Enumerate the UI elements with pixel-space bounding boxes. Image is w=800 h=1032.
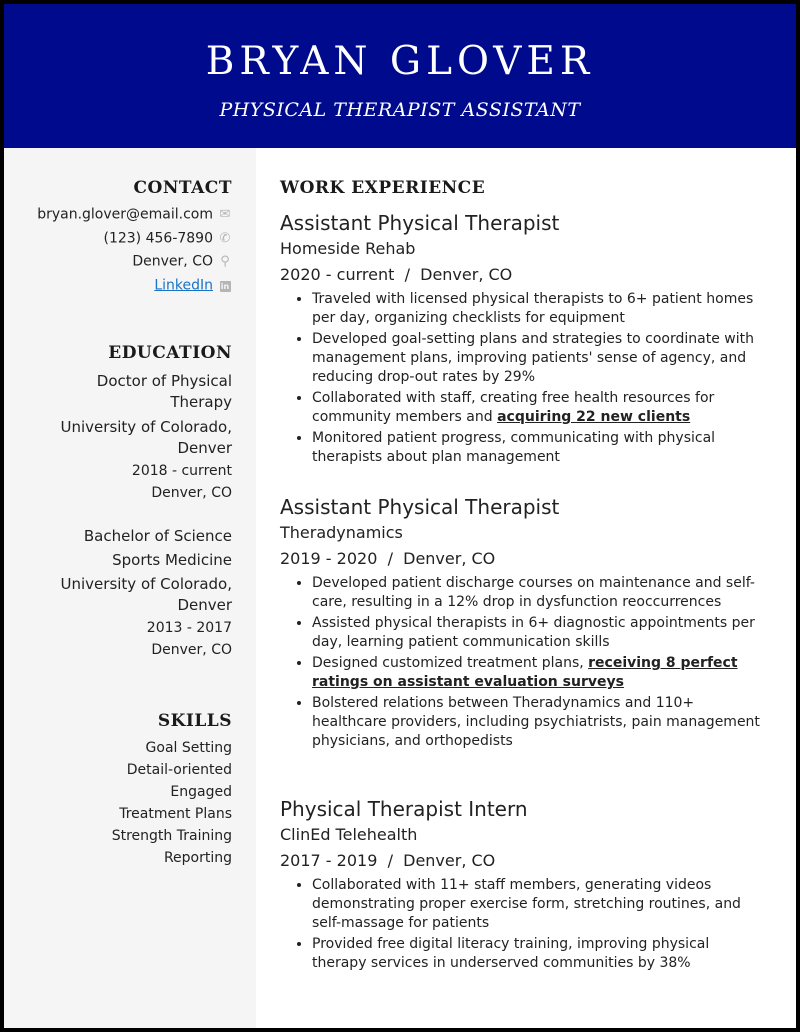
job-title: Assistant Physical Therapist — [280, 495, 560, 519]
job-entry — [280, 210, 760, 469]
highlight-achievement: acquiring 22 new clients — [497, 409, 691, 425]
job-location: Denver, CO — [420, 265, 513, 284]
linkedin-link[interactable]: LinkedIn — [154, 277, 213, 293]
education-section — [32, 343, 232, 663]
job-meta — [280, 262, 760, 288]
job-meta — [280, 848, 760, 874]
contact-heading: CONTACT — [133, 178, 232, 198]
skills-heading: SKILLS — [157, 711, 232, 731]
school: University of Colorado, Denver — [60, 575, 232, 614]
phone-icon: ✆ — [219, 230, 231, 246]
separator: / — [404, 265, 410, 284]
degree: Doctor of Physical Therapy — [96, 372, 232, 411]
resume-page — [4, 4, 796, 1028]
separator: / — [387, 549, 393, 568]
skill-item: Strength Training — [111, 828, 232, 844]
contact-phone — [37, 227, 232, 251]
job-title: Assistant Physical Therapist — [280, 211, 560, 235]
location: Denver, CO — [151, 642, 232, 658]
company: Homeside Rehab — [280, 239, 416, 258]
location-pin-icon: ⚲ — [220, 254, 230, 269]
skills-list — [112, 737, 232, 869]
bullet-list — [280, 290, 760, 467]
contact-section — [37, 178, 232, 297]
resume-header — [4, 4, 796, 148]
education-item — [32, 371, 232, 504]
school: University of Colorado, Denver — [60, 418, 232, 457]
bullet-list — [280, 574, 760, 751]
location: Denver, CO — [151, 485, 232, 501]
degree: Bachelor of Science — [83, 527, 232, 545]
main-content — [256, 148, 796, 1028]
dates: 2013 - 2017 — [146, 620, 232, 636]
education-heading: EDUCATION — [108, 343, 232, 363]
bullet-item: • Monitored patient progress, communicating with physical therapists about plan management — [312, 429, 760, 467]
job-dates: 2017 - 2019 — [280, 851, 378, 870]
bullet-item: • Developed patient discharge courses on maintenance and self-care, resulting in a 12% drop in dysfunction reoccurrences — [312, 574, 760, 612]
skills-section — [112, 711, 232, 869]
bullet-item: • Traveled with licensed physical therapists to 6+ patient homes per day, organizing checklists for equipment — [312, 290, 760, 328]
candidate-title: PHYSICAL THERAPIST ASSISTANT — [219, 99, 581, 121]
bullet-item: • Designed customized treatment plans, receiving 8 perfect ratings on assistant evaluation surveys — [312, 654, 760, 692]
job-dates: 2019 - 2020 — [280, 549, 378, 568]
separator: / — [387, 851, 393, 870]
job-meta — [280, 546, 760, 572]
company: ClinEd Telehealth — [280, 825, 418, 844]
bullet-item: • Developed goal-setting plans and strategies to coordinate with management plans, improving patients' sense of agency, and reducing drop-out rates by 29% — [312, 330, 760, 387]
linkedin-icon: in — [220, 281, 230, 291]
location-text: Denver, CO — [132, 253, 213, 270]
dates: 2018 - current — [131, 463, 232, 479]
email-text[interactable]: bryan.glover@email.com — [37, 206, 213, 223]
bullet-item: • Collaborated with staff, creating free health resources for community members and acquiring 22 new clients — [312, 389, 760, 427]
job-location: Denver, CO — [403, 851, 496, 870]
bullet-list — [280, 876, 760, 973]
experience-heading: WORK EXPERIENCE — [280, 178, 486, 198]
skill-item: Goal Setting — [145, 740, 232, 756]
contact-location — [37, 250, 232, 274]
bullet-item: • Assisted physical therapists in 6+ diagnostic appointments per day, learning patient communication skills — [312, 614, 760, 652]
company: Theradynamics — [280, 523, 403, 542]
highlight-achievement: receiving 8 perfect ratings on assistant evaluation surveys — [312, 655, 738, 690]
email-icon: ✉ — [219, 207, 231, 222]
skill-item: Engaged — [170, 784, 232, 800]
job-entry — [280, 796, 760, 975]
job-location: Denver, CO — [403, 549, 496, 568]
job-title: Physical Therapist Intern — [280, 797, 528, 821]
skill-item: Detail-oriented — [126, 762, 232, 778]
sidebar — [4, 148, 256, 1028]
bullet-item: • Provided free digital literacy training, improving physical therapy services in underserved communities by 38% — [312, 935, 760, 973]
skill-item: Reporting — [163, 850, 232, 866]
bullet-item: • Bolstered relations between Theradynamics and 110+ healthcare providers, including psychiatrists, pain management physicians, and orthopedists — [312, 694, 760, 751]
education-item — [32, 526, 232, 661]
phone-text: (123) 456-7890 — [103, 230, 213, 246]
contact-linkedin — [37, 274, 232, 298]
job-dates: 2020 - current — [280, 265, 395, 284]
job-entry — [280, 494, 760, 753]
skill-item: Treatment Plans — [119, 806, 232, 822]
contact-email — [37, 203, 232, 227]
bullet-item: • Collaborated with 11+ staff members, generating videos demonstrating proper exercise form, stretching routines, and self-massage for patients — [312, 876, 760, 933]
candidate-name: BRYAN GLOVER — [205, 39, 595, 84]
field: Sports Medicine — [112, 551, 232, 569]
